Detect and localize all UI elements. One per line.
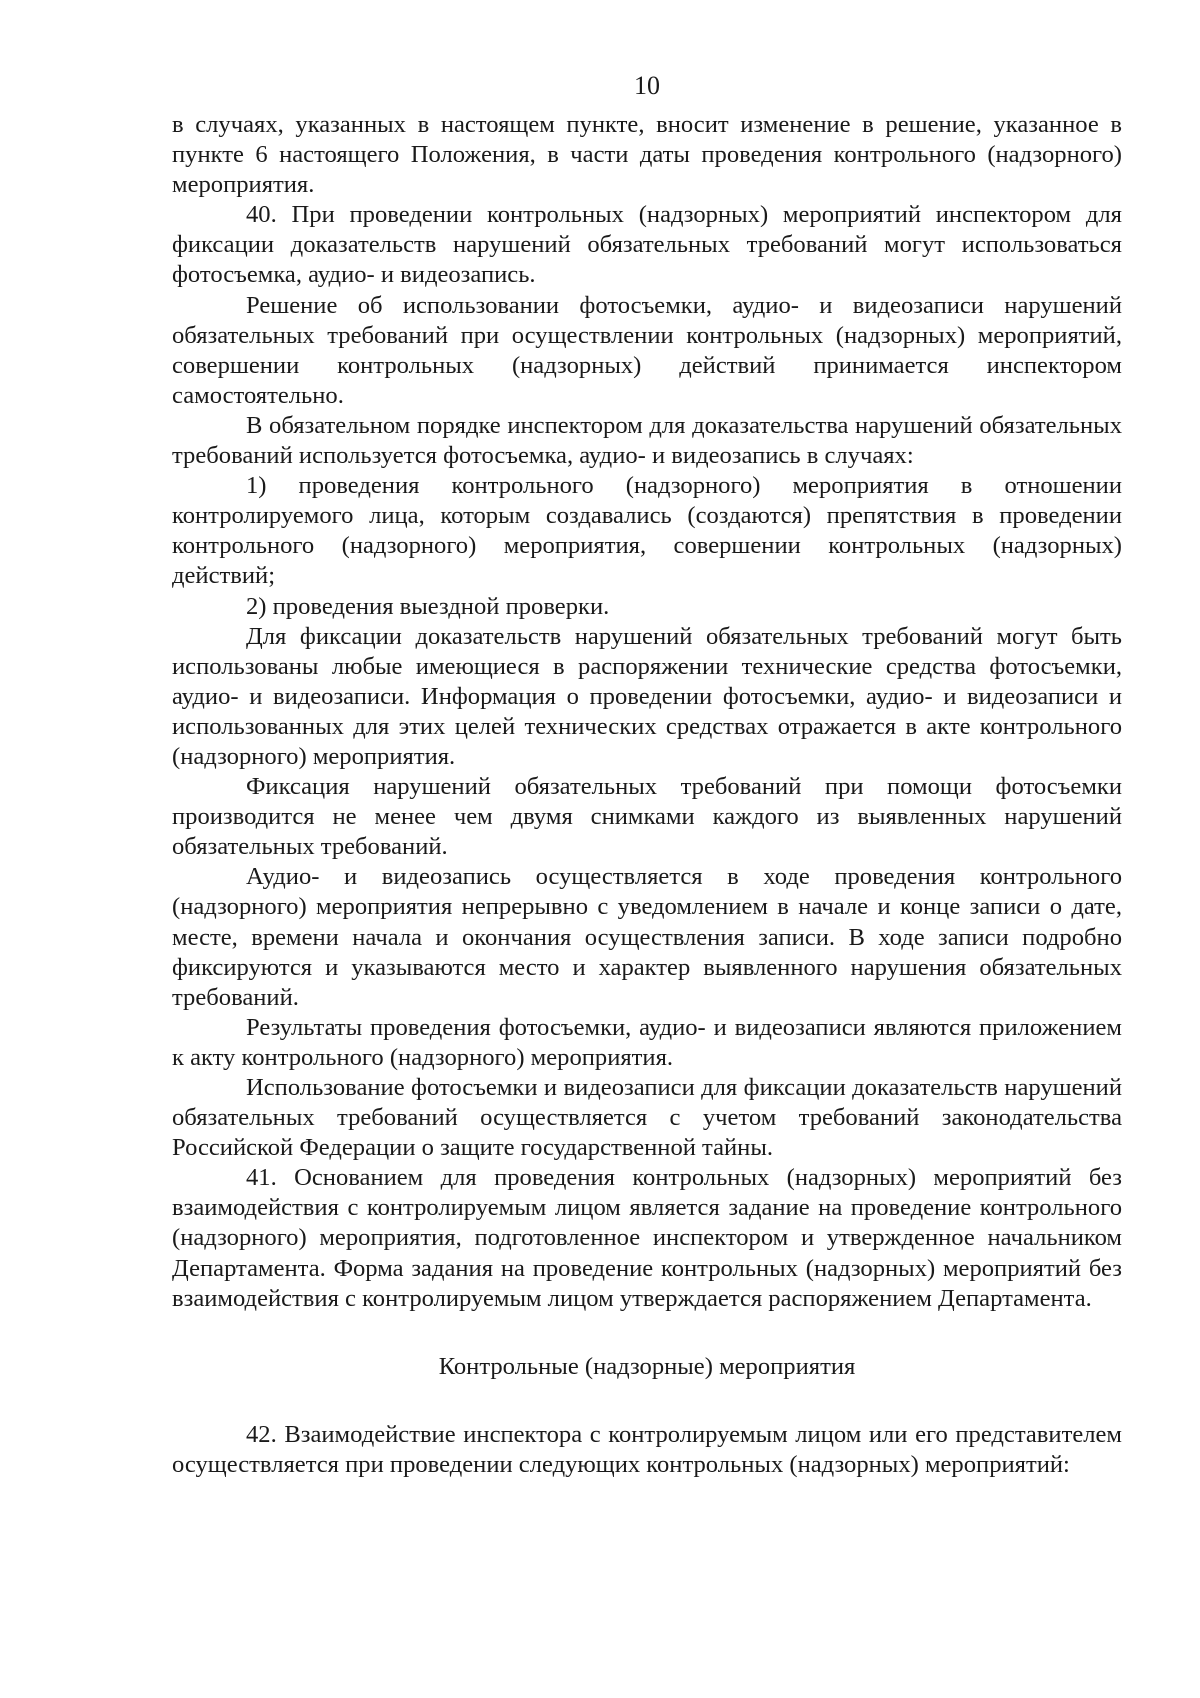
paragraph: Результаты проведения фотосъемки, аудио- и видеозаписи являются приложением к акту контрольного (надзорного) мероприятия.: [172, 1013, 1122, 1071]
paragraph: В обязательном порядке инспектором для доказательства нарушений обязательных требований используется фотосъемка, аудио- и видеозапись в случаях:: [172, 411, 1122, 470]
paragraph-item-42: 42. Взаимодействие инспектора с контролируемым лицом или его представителем осуществляется при проведении следующих контрольных (надзорных) мероприятий:: [172, 1420, 1122, 1478]
paragraph-item-40: 40. При проведении контрольных (надзорных) мероприятий инспектором для фиксации доказательств нарушений обязательных требований могут использоваться фотосъемка, аудио- и видеозапись.: [172, 201, 1122, 289]
list-item-1: 1) проведения контрольного (надзорного) мероприятия в отношении контролируемого лица, которым создавались (создаются) препятствия в проведении контрольного (надзорного) мероприятия, совершении контрольных (надзорных) действий;: [172, 472, 1122, 590]
paragraph: Аудио- и видеозапись осуществляется в ходе проведения контрольного (надзорного) мероприятия непрерывно с уведомлением в начале и конце записи о дате, месте, времени начала и окончания осуществления записи. В ходе записи подробно фиксируются и указываются место и характер выявленного нарушения обязательных требований.: [172, 863, 1122, 1011]
document-page: [172, 68, 1122, 1480]
paragraph-item-41: 41. Основанием для проведения контрольных (надзорных) мероприятий без взаимодействия с контролируемым лицом является задание на проведение контрольного (надзорного) мероприятия, подготовленное инспектором и утвержденное начальником Департамента. Форма задания на проведение контрольных (надзорных) мероприятий без взаимодействия с контролируемым лицом утверждается распоряжением Департамента.: [172, 1164, 1122, 1312]
paragraph: Решение об использовании фотосъемки, аудио- и видеозаписи нарушений обязательных требований при осуществлении контрольных (надзорных) мероприятий, совершении контрольных (надзорных) действий принимается инспектором самостоятельно.: [172, 291, 1122, 409]
paragraph: Для фиксации доказательств нарушений обязательных требований могут быть использованы любые имеющиеся в распоряжении технические средства фотосъемки, аудио- и видеозаписи. Информация о проведении фотосъемки, аудио- и видеозаписи и использованных для этих целей технических средствах отражается в акте контрольного (надзорного) мероприятия.: [172, 622, 1122, 770]
paragraph: в случаях, указанных в настоящем пункте, вносит изменение в решение, указанное в пункте 6 настоящего Положения, в части даты проведения контрольного (надзорного) мероприятия.: [172, 111, 1122, 199]
list-item-2: 2) проведения выездной проверки.: [246, 592, 610, 620]
section-heading: Контрольные (надзорные) мероприятия: [438, 1352, 856, 1380]
paragraph: Использование фотосъемки и видеозаписи для фиксации доказательств нарушений обязательных требований осуществляется с учетом требований законодательства Российской Федерации о защите государственной тайны.: [172, 1074, 1122, 1162]
page-number: 10: [634, 71, 660, 100]
paragraph: Фиксация нарушений обязательных требований при помощи фотосъемки производится не менее чем двумя снимками каждого из выявленных нарушений обязательных требований.: [172, 773, 1122, 861]
